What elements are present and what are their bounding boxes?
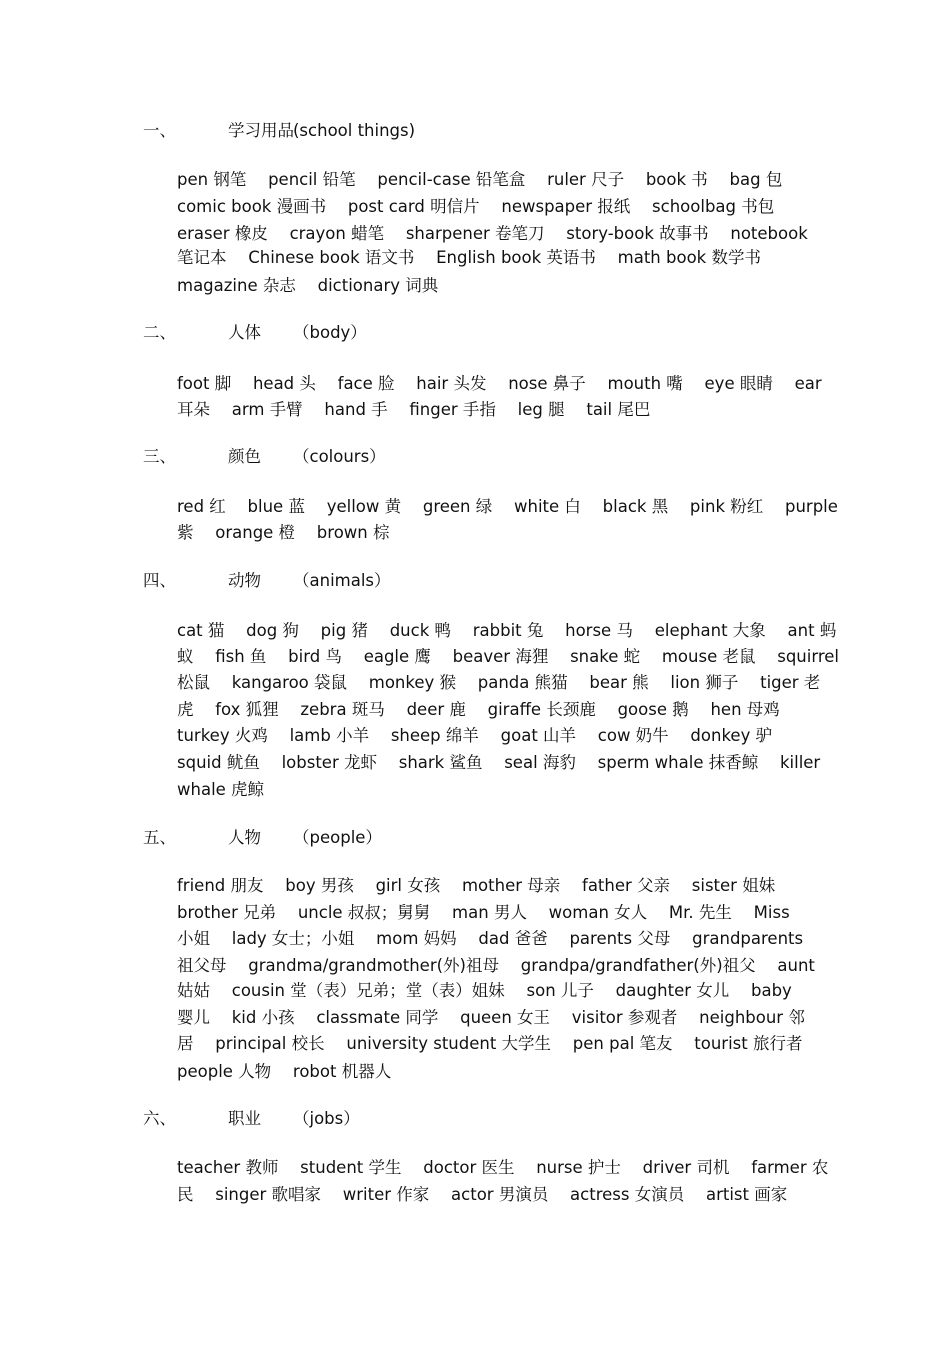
- vocab-line: teacher 教师 student 学生 doctor 医生 nurse 护士 driver 司机 farmer 农: [177, 1158, 829, 1177]
- vocab-line: 姑姑 cousin 堂（表）兄弟；堂（表）姐妹 son 儿子 daughter 女儿 baby: [177, 981, 792, 1000]
- section-title-en: （colours）: [293, 447, 386, 466]
- section-title-en: （animals）: [293, 571, 391, 590]
- vocab-line: comic book 漫画书 post card 明信片 newspaper 报纸 schoolbag 书包: [177, 197, 775, 216]
- vocab-line: squid 鱿鱼 lobster 龙虾 shark 鲨鱼 seal 海豹 sperm whale 抹香鲸 killer: [177, 753, 821, 772]
- vocab-line: cat 猫 dog 狗 pig 猪 duck 鸭 rabbit 兔 horse 马 elephant 大象 ant 蚂: [177, 621, 837, 640]
- vocab-line: 小姐 lady 女士；小姐 mom 妈妈 dad 爸爸 parents 父母 grandparents: [177, 929, 804, 948]
- vocab-line: 婴儿 kid 小孩 classmate 同学 queen 女王 visitor 参观者 neighbour 邻: [177, 1008, 805, 1027]
- section-number: 四、: [143, 571, 176, 590]
- vocab-line: turkey 火鸡 lamb 小羊 sheep 绵羊 goat 山羊 cow 奶牛 donkey 驴: [177, 726, 773, 745]
- section-title-zh: 动物: [228, 571, 261, 590]
- vocab-line: 居 principal 校长 university student 大学生 pen pal 笔友 tourist 旅行者: [177, 1034, 803, 1053]
- vocab-line: 笔记本 Chinese book 语文书 English book 英语书 math book 数学书: [177, 248, 761, 267]
- vocab-line: foot 脚 head 头 face 脸 hair 头发 nose 鼻子 mouth 嘴 eye 眼睛 ear: [177, 374, 822, 393]
- vocab-line: friend 朋友 boy 男孩 girl 女孩 mother 母亲 father 父亲 sister 姐妹: [177, 876, 776, 895]
- vocab-line: 民 singer 歌唱家 writer 作家 actor 男演员 actress 女演员 artist 画家: [177, 1185, 788, 1204]
- vocab-line: 松鼠 kangaroo 袋鼠 monkey 猴 panda 熊猫 bear 熊 lion 狮子 tiger 老: [177, 673, 821, 692]
- section-title-en: （body）: [293, 323, 367, 342]
- vocab-line: 虎 fox 狐狸 zebra 斑马 deer 鹿 giraffe 长颈鹿 goose 鹅 hen 母鸡: [177, 700, 780, 719]
- section-title-zh: 学习用品: [228, 121, 294, 140]
- vocab-line: whale 虎鲸: [177, 780, 265, 799]
- section-title-zh: 人物: [228, 828, 261, 847]
- section-title-zh: 职业: [228, 1109, 261, 1128]
- vocab-line: 祖父母 grandma/grandmother(外)祖母 grandpa/grandfather(外)祖父 aunt: [177, 956, 815, 975]
- section-title-en: （jobs）: [293, 1109, 360, 1128]
- section-title-en: (school things): [293, 121, 416, 140]
- vocab-line: people 人物 robot 机器人: [177, 1062, 392, 1081]
- vocab-line: magazine 杂志 dictionary 词典: [177, 276, 439, 295]
- section-title-en: （people）: [293, 828, 382, 847]
- section-number: 六、: [143, 1109, 176, 1128]
- section-title-zh: 人体: [228, 323, 261, 342]
- vocab-line: pen 钢笔 pencil 铅笔 pencil-case 铅笔盒 ruler 尺子 book 书 bag 包: [177, 170, 783, 189]
- vocab-line: brother 兄弟 uncle 叔叔；舅舅 man 男人 woman 女人 Mr. 先生 Miss: [177, 903, 790, 922]
- vocab-line: 蚁 fish 鱼 bird 鸟 eagle 鹰 beaver 海狸 snake 蛇 mouse 老鼠 squirrel: [177, 647, 839, 666]
- vocab-line: 紫 orange 橙 brown 棕: [177, 523, 390, 542]
- section-title-zh: 颜色: [228, 447, 261, 466]
- section-number: 二、: [143, 323, 176, 342]
- section-number: 五、: [143, 828, 176, 847]
- section-number: 一、: [143, 121, 176, 140]
- vocab-line: 耳朵 arm 手臂 hand 手 finger 手指 leg 腿 tail 尾巴: [177, 400, 651, 419]
- vocab-line: red 红 blue 蓝 yellow 黄 green 绿 white 白 black 黑 pink 粉红 purple: [177, 497, 838, 516]
- vocab-line: eraser 橡皮 crayon 蜡笔 sharpener 卷笔刀 story-book 故事书 notebook: [177, 224, 808, 243]
- section-number: 三、: [143, 447, 176, 466]
